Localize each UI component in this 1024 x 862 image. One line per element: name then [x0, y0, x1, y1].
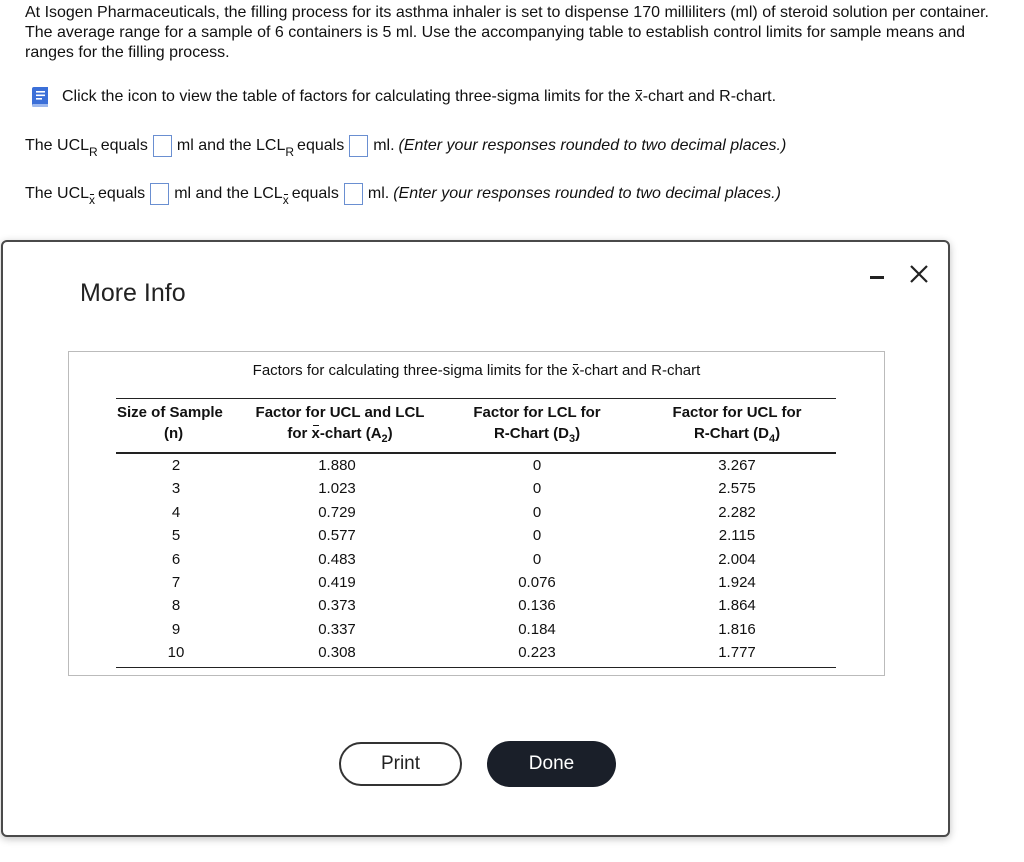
- table-cell: 1.023: [318, 480, 356, 498]
- table-link-text: Click the icon to view the table of factors for calculating three-sigma limits for the x-chart and R-chart.: [62, 88, 777, 105]
- table-link-row: [28, 85, 776, 109]
- table-cell: 1.816: [718, 620, 756, 638]
- header-top-rule: [116, 398, 836, 399]
- col-header-d4: Factor for UCL for R-Chart $(D_4)$: [672, 404, 802, 445]
- ucl-r-line: The UCL R equals ml and the LCL R equals ml. (Enter your responses rounded to two decimal places.): [25, 137, 787, 159]
- ucl-x-input[interactable]: [150, 183, 169, 205]
- lcl-r-input[interactable]: [349, 135, 368, 157]
- table-cell: 0.308: [318, 644, 356, 662]
- done-button[interactable]: Done: [487, 741, 616, 787]
- table-cell: 0.223: [518, 644, 556, 662]
- table-cell: 0.419: [318, 574, 356, 591]
- table-cell: 2: [171, 457, 181, 474]
- table-cell: 0.184: [518, 620, 556, 638]
- table-bottom-rule: [116, 667, 836, 668]
- table-cell: 0.483: [318, 550, 356, 568]
- more-info-dialog: [1, 240, 950, 837]
- table-cell: 0.729: [318, 503, 356, 521]
- table-cell: 3.267: [718, 457, 756, 474]
- ucl-r-input[interactable]: [153, 135, 172, 157]
- table-cell: 0: [532, 480, 542, 498]
- col-header-sample-size: Size of Sample (n): [117, 404, 223, 442]
- table-cell: 0.337: [318, 620, 356, 638]
- table-cell: 0.076: [518, 574, 556, 591]
- print-button[interactable]: Print: [339, 742, 462, 786]
- table-cell: 0: [532, 550, 542, 568]
- table-cell: 7: [171, 574, 181, 591]
- table-cell: 1.880: [318, 457, 356, 474]
- table-cell: 4: [171, 503, 181, 521]
- dialog-title: More Info: [80, 279, 186, 307]
- table-caption: Factors for calculating three-sigma limits for the x-chart and R-chart: [252, 362, 701, 379]
- table-cell: 9: [171, 620, 181, 638]
- table-cell: 2.115: [718, 527, 756, 545]
- table-cell: 3: [171, 480, 181, 498]
- table-cell: 8: [171, 597, 181, 615]
- table-cell: 2.575: [718, 480, 756, 498]
- table-cell: 1.924: [718, 574, 756, 591]
- book-icon[interactable]: [28, 85, 52, 109]
- minimize-icon: [870, 276, 884, 279]
- ucl-x-line: The UCL x equals ml and the LCL x equals ml. (Enter your responses rounded to two decimal places.): [25, 185, 781, 207]
- table-cell: 0.373: [318, 597, 356, 615]
- minimize-button[interactable]: [868, 266, 886, 284]
- factors-table: [68, 351, 885, 676]
- table-cell: 0: [532, 457, 542, 474]
- question-text: At Isogen Pharmaceuticals, the filling process for its asthma inhaler is set to dispense 170 milliliters (ml) of steroid solution per container. The average range for a sample of 6 containers is 5 ml. Use the accompanying table to establish control limits for sample means and ranges for the filling process.: [25, 4, 989, 61]
- close-icon: [907, 262, 931, 286]
- col-header-d3: Factor for LCL for R-Chart $(D_3)$: [473, 404, 601, 445]
- table-cell: 10: [167, 644, 185, 662]
- table-cell: 0.136: [518, 597, 556, 615]
- table-cell: 0: [532, 527, 542, 545]
- close-button[interactable]: [907, 262, 931, 286]
- table-cell: 0.577: [318, 527, 356, 545]
- lcl-x-input[interactable]: [344, 183, 363, 205]
- table-cell: 2.282: [718, 503, 756, 521]
- table-cell: 6: [171, 550, 181, 568]
- table-cell: 5: [171, 527, 181, 545]
- table-cell: 1.777: [718, 644, 756, 662]
- header-bottom-rule: [116, 452, 836, 454]
- table-cell: 1.864: [718, 597, 756, 615]
- col-header-a2: Factor for UCL and LCL for x-chart $(A_2)$: [255, 404, 425, 445]
- table-cell: 2.004: [718, 550, 756, 568]
- table-cell: 0: [532, 503, 542, 521]
